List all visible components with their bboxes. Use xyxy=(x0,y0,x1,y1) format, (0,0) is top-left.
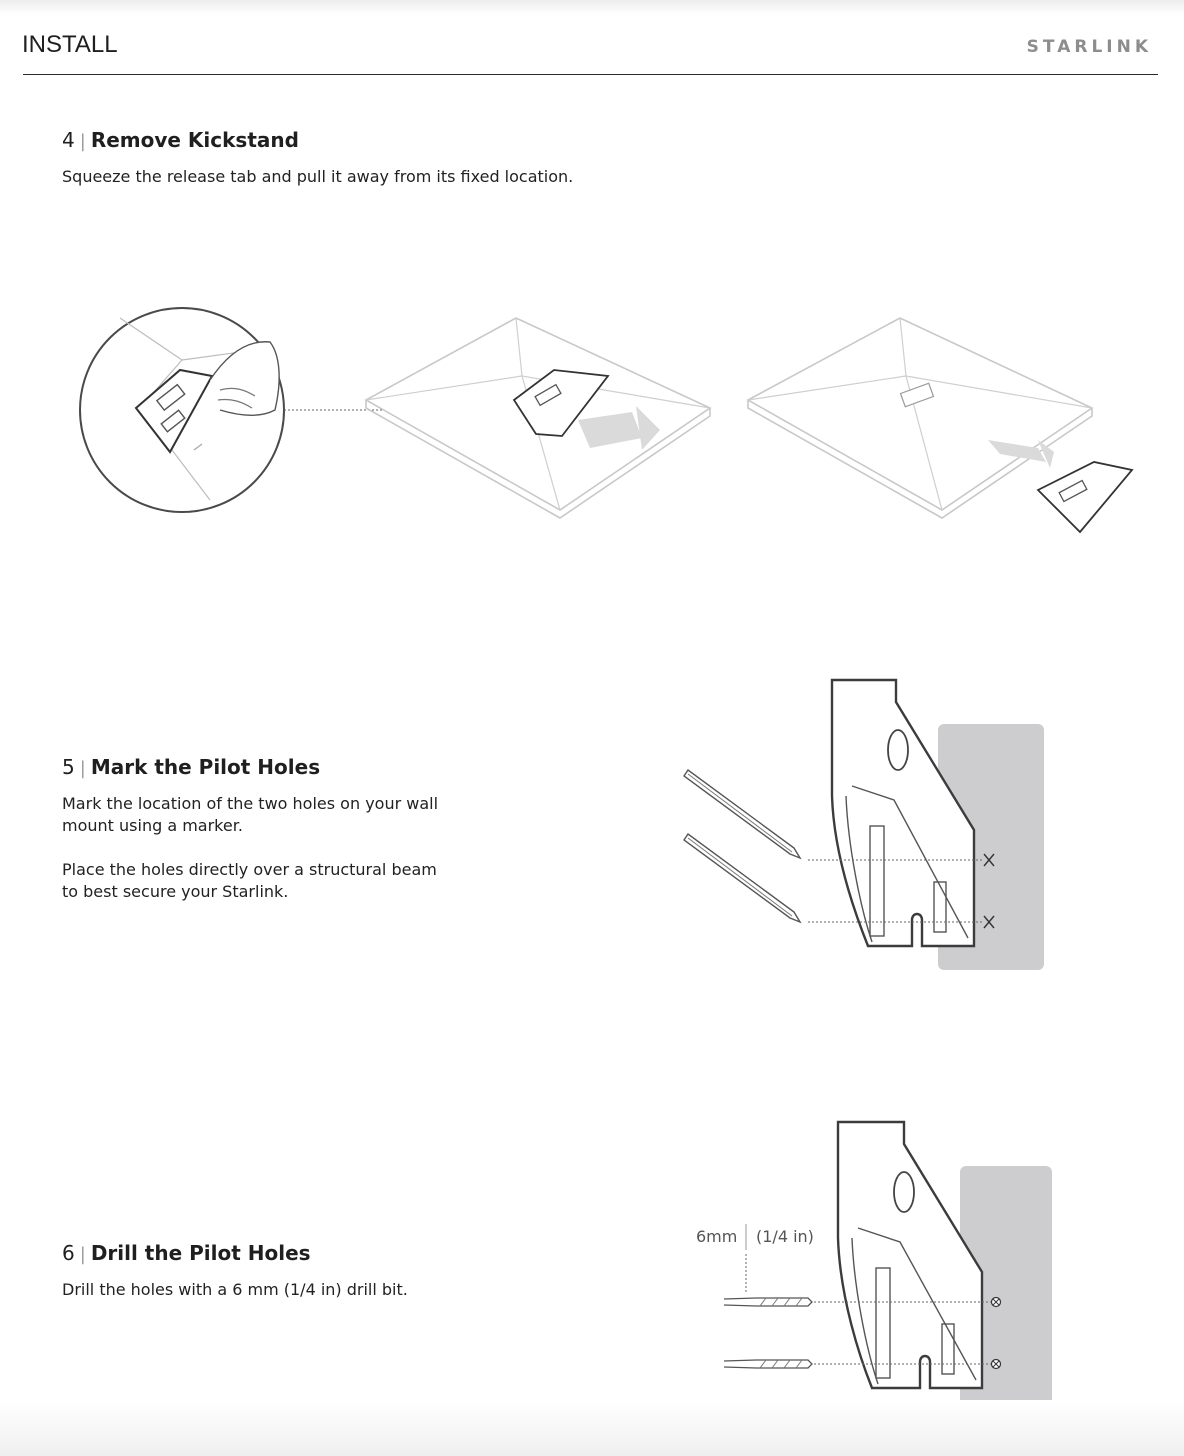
step-4-separator: | xyxy=(79,131,86,152)
step-5-description xyxy=(62,793,442,903)
step-6-description xyxy=(62,1279,562,1301)
step-4-description xyxy=(62,166,762,188)
zoom-detail-circle xyxy=(80,308,284,512)
wall-mount xyxy=(832,680,974,946)
bottom-shade xyxy=(0,1400,1184,1456)
step-5-paragraph-2: Place the holes directly over a structural beam to best secure your Starlink. xyxy=(62,860,437,901)
brand-logo: STARLINK xyxy=(1026,37,1152,57)
page-title: INSTALL xyxy=(22,31,118,58)
drilled-hole-icon xyxy=(992,1360,1001,1369)
step-6-title: Drill the Pilot Holes xyxy=(90,1241,311,1265)
step-4-number: 4 xyxy=(62,128,75,152)
drill-size-imperial-label: (1/4 in) xyxy=(756,1227,814,1246)
removed-kickstand xyxy=(1038,462,1132,532)
remove-kickstand-illustration xyxy=(70,300,1150,545)
step-4-heading xyxy=(62,128,299,152)
step-5-heading xyxy=(62,755,320,779)
step-5-separator: | xyxy=(79,758,86,779)
mark-pilot-holes-illustration xyxy=(676,676,1056,976)
step-5-number: 5 xyxy=(62,755,75,779)
top-shade xyxy=(0,0,1184,14)
step-4-title: Remove Kickstand xyxy=(90,128,299,152)
step-5-title: Mark the Pilot Holes xyxy=(90,755,321,779)
drill-pilot-holes-illustration xyxy=(716,1118,1062,1418)
dish-without-kickstand xyxy=(748,318,1132,532)
drill-bit-icon xyxy=(724,1360,812,1368)
drilled-hole-icon xyxy=(992,1298,1001,1307)
dish-with-kickstand xyxy=(366,318,710,518)
step-6-number: 6 xyxy=(62,1241,75,1265)
step-6-paragraph: Drill the holes with a 6 mm (1/4 in) drill bit. xyxy=(62,1280,408,1299)
header-divider xyxy=(23,74,1158,75)
drill-bit-icon xyxy=(724,1298,812,1306)
step-4-paragraph: Squeeze the release tab and pull it away from its fixed location. xyxy=(62,167,574,186)
step-6-heading xyxy=(62,1241,311,1265)
drill-size-metric-label: 6mm xyxy=(696,1227,738,1246)
step-6-separator: | xyxy=(79,1244,86,1265)
adjust-knob-icon xyxy=(888,730,908,770)
wall-mount xyxy=(838,1122,982,1388)
step-5-paragraph-1: Mark the location of the two holes on your wall mount using a marker. xyxy=(62,794,439,835)
adjust-knob-icon xyxy=(894,1172,914,1212)
